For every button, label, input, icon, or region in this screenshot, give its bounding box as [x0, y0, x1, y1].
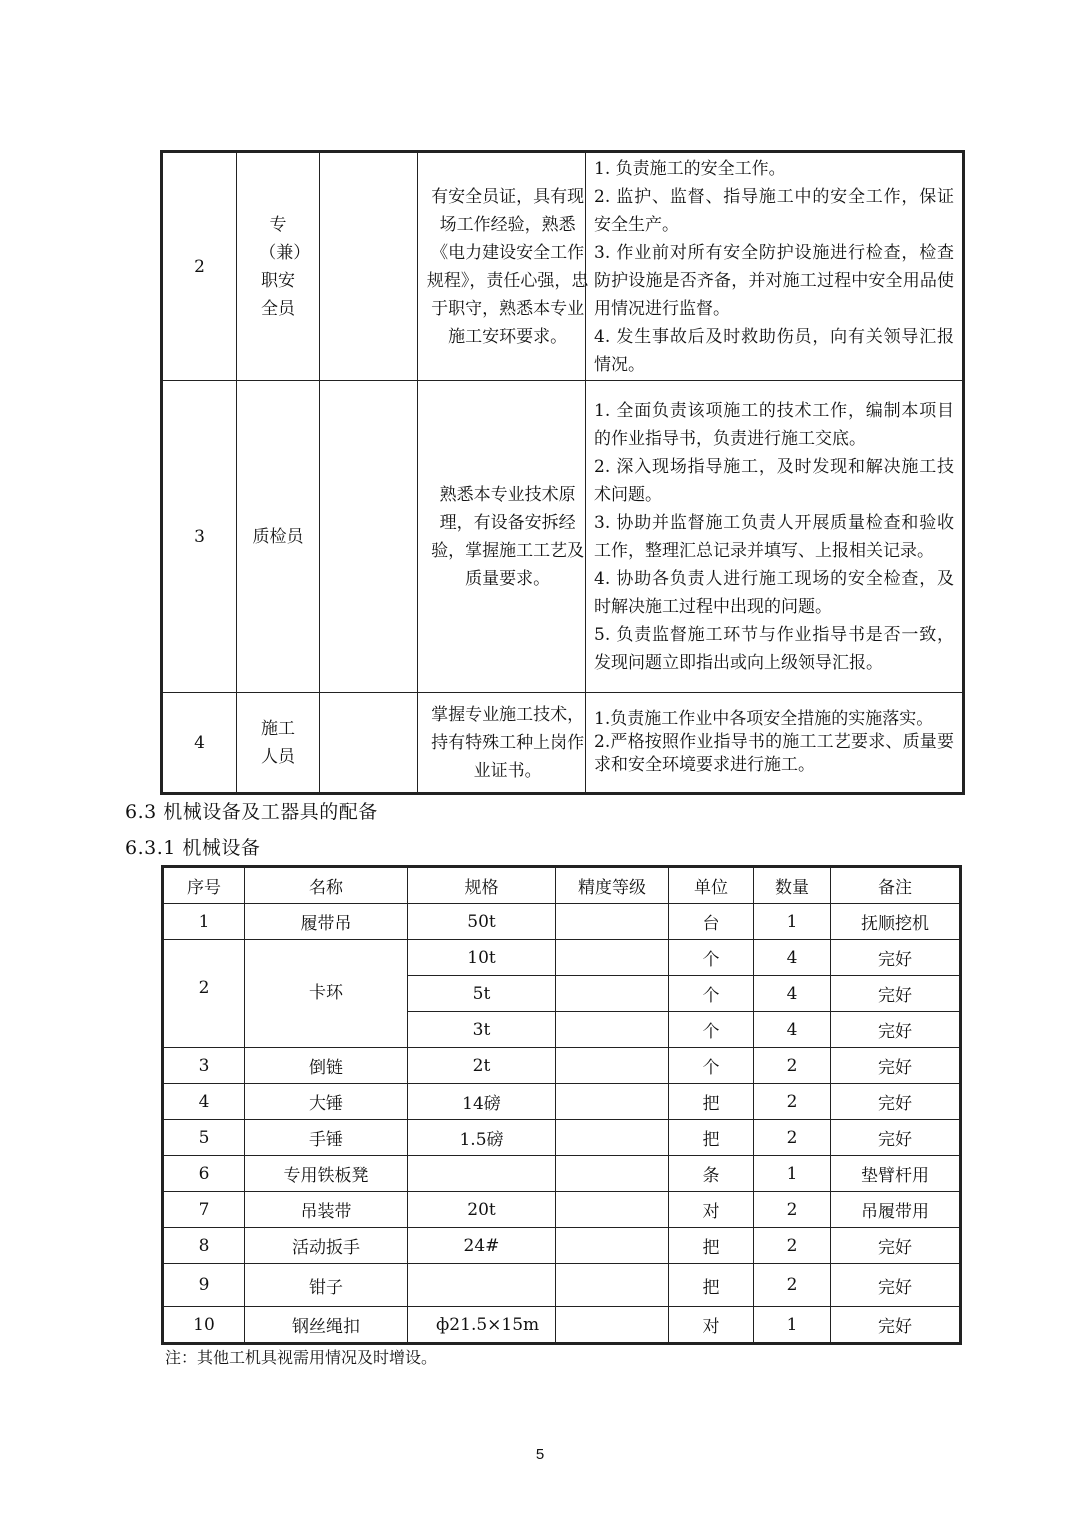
cell-spec: [408, 1156, 556, 1192]
cell-remark: 吊履带用: [831, 1192, 961, 1228]
cell-name: 吊装带: [245, 1192, 408, 1228]
cell-qty: 2: [754, 1192, 831, 1228]
header-precision: 精度等级: [556, 867, 669, 904]
table-row: [163, 1307, 961, 1344]
page-number: 5: [535, 1446, 545, 1463]
cell-qty: 1: [754, 904, 831, 940]
duty-item: 2. 深入现场指导施工，及时发现和解决施工技术问题。: [594, 456, 954, 505]
staff-count: [320, 381, 418, 693]
header-qty: 数量: [754, 867, 831, 904]
staff-condition: [418, 381, 586, 693]
staff-duties: [586, 152, 964, 381]
cell-name: 活动扳手: [245, 1228, 408, 1264]
duty-item: 5. 负责监督施工环节与作业指导书是否一致，发现问题立即指出或向上级领导汇报。: [594, 624, 954, 673]
cell-qty: 1: [754, 1156, 831, 1192]
cell-spec: [408, 1264, 556, 1307]
cell-qty: 2: [754, 1084, 831, 1120]
staff-no: 2: [162, 152, 237, 381]
cell-name: 钢丝绳扣: [245, 1307, 408, 1344]
staff-condition-text: 掌握专业施工技术，持有特殊工种上岗作业证书。: [431, 704, 585, 781]
table-row: [163, 1048, 961, 1084]
cell-remark: 完好: [831, 1228, 961, 1264]
table-row: [163, 1264, 961, 1307]
duty-item: 4. 协助各负责人进行施工现场的安全检查，及时解决施工过程中出现的问题。: [594, 568, 954, 617]
cell-spec: 1.5磅: [408, 1120, 556, 1156]
cell-remark: 抚顺挖机: [831, 904, 961, 940]
staff-role: [237, 381, 320, 693]
cell-precision: [556, 1012, 669, 1048]
duty-item: 1. 全面负责该项施工的技术工作，编制本项目的作业指导书，负责进行施工交底。: [594, 400, 954, 449]
staff-duties: [586, 693, 964, 794]
header-unit: 单位: [669, 867, 754, 904]
cell-qty: 4: [754, 940, 831, 976]
cell-name: 钳子: [245, 1264, 408, 1307]
table-header-row: [163, 867, 961, 904]
cell-spec: 20t: [408, 1192, 556, 1228]
cell-no: 10: [163, 1307, 245, 1344]
staff-no: 4: [162, 693, 237, 794]
subsection-heading: 6.3.1 机械设备: [125, 837, 261, 859]
staff-role-text: 质检员: [252, 526, 304, 547]
cell-spec: 24#: [408, 1228, 556, 1264]
staff-role: [237, 693, 320, 794]
cell-remark: 完好: [831, 1264, 961, 1307]
table-row: [162, 152, 964, 381]
cell-remark: 完好: [831, 1120, 961, 1156]
duty-item: 2.严格按照作业指导书的施工工艺要求、质量要求和安全环境要求进行施工。: [594, 732, 954, 775]
duty-item: 1. 负责施工的安全工作。: [594, 158, 786, 179]
cell-precision: [556, 1120, 669, 1156]
table-row: [163, 1192, 961, 1228]
cell-precision: [556, 1156, 669, 1192]
header-name: 名称: [245, 867, 408, 904]
table-row: [163, 1120, 961, 1156]
duty-item: 3. 作业前对所有安全防护设施进行检查，检查防护设施是否齐备，并对施工过程中安全用品使用情况进行监督。: [594, 242, 954, 319]
cell-spec: 5t: [408, 976, 556, 1012]
staff-role: [237, 152, 320, 381]
cell-qty: 2: [754, 1228, 831, 1264]
cell-unit: 台: [669, 904, 754, 940]
cell-name: 履带吊: [245, 904, 408, 940]
cell-unit: 个: [669, 1012, 754, 1048]
equipment-table: [161, 865, 962, 1345]
cell-no: 1: [163, 904, 245, 940]
cell-precision: [556, 1307, 669, 1344]
staff-role-text: 施工人员: [260, 718, 295, 767]
duty-item: 1.负责施工作业中各项安全措施的实施落实。: [594, 709, 934, 729]
table-row: [163, 1084, 961, 1120]
staff-count: [320, 693, 418, 794]
cell-unit: 把: [669, 1120, 754, 1156]
header-spec: 规格: [408, 867, 556, 904]
cell-unit: 把: [669, 1228, 754, 1264]
cell-unit: 对: [669, 1307, 754, 1344]
cell-no: 3: [163, 1048, 245, 1084]
cell-name: 专用铁板凳: [245, 1156, 408, 1192]
cell-name: 倒链: [245, 1048, 408, 1084]
cell-name: 大锤: [245, 1084, 408, 1120]
staff-no: 3: [162, 381, 237, 693]
cell-no: 5: [163, 1120, 245, 1156]
cell-no: 8: [163, 1228, 245, 1264]
cell-precision: [556, 1192, 669, 1228]
header-remark: 备注: [831, 867, 961, 904]
cell-remark: 完好: [831, 1012, 961, 1048]
cell-qty: 4: [754, 976, 831, 1012]
cell-precision: [556, 1264, 669, 1307]
cell-no: 6: [163, 1156, 245, 1192]
cell-spec: 14磅: [408, 1084, 556, 1120]
cell-precision: [556, 1048, 669, 1084]
table-row: [163, 904, 961, 940]
cell-remark: 垫臂杆用: [831, 1156, 961, 1192]
staff-count: [320, 152, 418, 381]
table-row: [162, 693, 964, 794]
cell-spec: 2t: [408, 1048, 556, 1084]
cell-precision: [556, 940, 669, 976]
table-row: [163, 1156, 961, 1192]
staff-duties: [586, 381, 964, 693]
section-heading: 6.3 机械设备及工器具的配备: [125, 801, 378, 823]
cell-no: 2: [163, 940, 245, 1048]
table-row: [163, 1228, 961, 1264]
cell-unit: 个: [669, 1048, 754, 1084]
cell-remark: 完好: [831, 976, 961, 1012]
cell-unit: 个: [669, 976, 754, 1012]
cell-precision: [556, 904, 669, 940]
staff-condition-text: 有安全员证，具有现场工作经验，熟悉《电力建设安全工作规程》，责任心强，忠于职守，熟悉本专业施工安环要求。: [426, 186, 589, 347]
cell-spec: 10t: [408, 940, 556, 976]
staff-condition-text: 熟悉本专业技术原理，有设备安拆经验，掌握施工工艺及质量要求。: [431, 484, 585, 589]
cell-precision: [556, 976, 669, 1012]
cell-unit: 条: [669, 1156, 754, 1192]
cell-qty: 2: [754, 1048, 831, 1084]
cell-unit: 把: [669, 1264, 754, 1307]
cell-remark: 完好: [831, 1048, 961, 1084]
cell-qty: 2: [754, 1264, 831, 1307]
cell-qty: 1: [754, 1307, 831, 1344]
duty-item: 4. 发生事故后及时救助伤员，向有关领导汇报情况。: [594, 326, 954, 375]
cell-unit: 把: [669, 1084, 754, 1120]
staff-condition: [418, 152, 589, 381]
cell-unit: 对: [669, 1192, 754, 1228]
header-no: 序号: [163, 867, 245, 904]
cell-unit: 个: [669, 940, 754, 976]
staff-responsibility-table: [160, 150, 965, 795]
cell-no: 9: [163, 1264, 245, 1307]
cell-spec: 50t: [408, 904, 556, 940]
table-row: [162, 381, 964, 693]
staff-role-text: 专（兼）职安全员: [259, 214, 311, 319]
cell-qty: 2: [754, 1120, 831, 1156]
staff-condition: [418, 693, 586, 794]
cell-remark: 完好: [831, 1084, 961, 1120]
cell-remark: 完好: [831, 1307, 961, 1344]
cell-name: 手锤: [245, 1120, 408, 1156]
cell-no: 4: [163, 1084, 245, 1120]
cell-name: 卡环: [245, 940, 408, 1048]
table-note: 注：其他工机具视需用情况及时增设。: [165, 1348, 438, 1367]
duty-item: 3. 协助并监督施工负责人开展质量检查和验收工作，整理汇总记录并填写、上报相关记录。: [594, 512, 954, 561]
cell-no: 7: [163, 1192, 245, 1228]
cell-remark: 完好: [831, 940, 961, 976]
cell-qty: 4: [754, 1012, 831, 1048]
table-row: [163, 940, 961, 976]
cell-spec: 3t: [408, 1012, 556, 1048]
cell-precision: [556, 1084, 669, 1120]
cell-spec: ф21.5×15m: [408, 1307, 556, 1344]
cell-precision: [556, 1228, 669, 1264]
duty-item: 2. 监护、监督、指导施工中的安全工作，保证安全生产。: [594, 186, 954, 235]
